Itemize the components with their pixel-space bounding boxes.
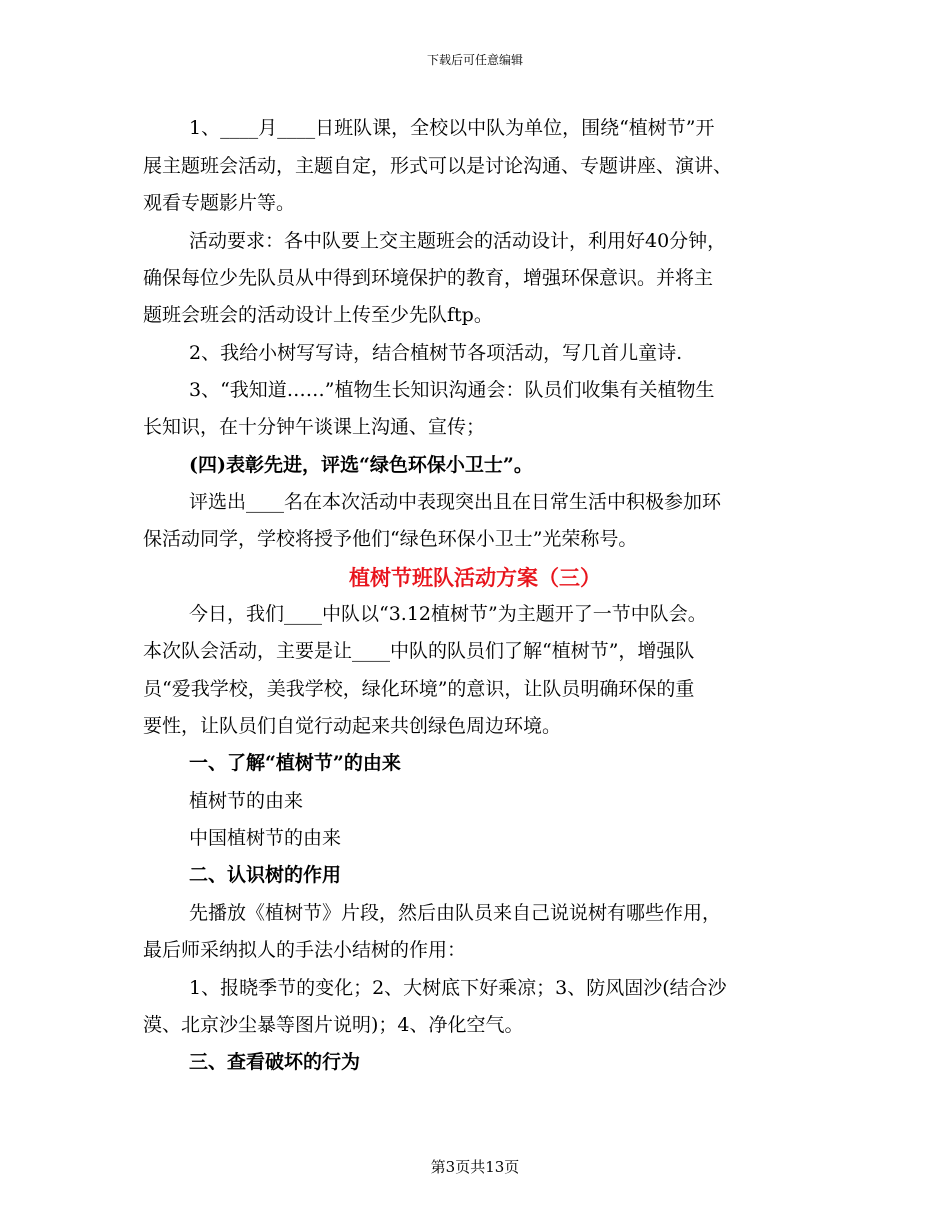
section-heading: 二、认识树的作用 <box>189 864 342 886</box>
paragraph-line: 保活动同学，学校将授予他们“绿色环保小卫士”光荣称号。 <box>143 528 638 550</box>
page-footer: 第3页共13页 <box>430 1158 520 1176</box>
paragraph-line: 漠、北京沙尘暴等图片说明)；4、净化空气。 <box>143 1014 524 1036</box>
paragraph-line: 活动要求：各中队要上交主题班会的活动设计，利用好40分钟， <box>189 230 727 252</box>
paragraph-line: 3、“我知道……”植物生长知识沟通会：队员们收集有关植物生 <box>189 379 715 401</box>
paragraph-line: 1、报晓季节的变化；2、大树底下好乘凉；3、防风固沙(结合沙 <box>189 977 727 999</box>
paragraph-line: 观看专题影片等。 <box>143 192 296 214</box>
paragraph-line: 本次队会活动，主要是让____中队的队员们了解“植树节”，增强队 <box>143 640 695 662</box>
paragraph-line: 确保每位少先队员从中得到环境保护的教育，增强环保意识。并将主 <box>143 267 714 289</box>
section-title: 植树节班队活动方案（三） <box>349 565 601 590</box>
page-header: 下载后可任意编辑 <box>426 53 523 67</box>
section-heading: 三、查看破坏的行为 <box>189 1051 361 1073</box>
paragraph-line: 2、我给小树写写诗，结合植树节各项活动，写几首儿童诗. <box>189 342 683 364</box>
list-item: 中国植树节的由来 <box>189 827 342 849</box>
paragraph-line: 先播放《植树节》片段，然后由队员来自己说说树有哪些作用， <box>189 902 722 924</box>
paragraph-line: 题班会班会的活动设计上传至少先队ftp。 <box>143 304 493 326</box>
paragraph-line: 今日，我们____中队以“3.12植树节”为主题开了一节中队会。 <box>189 603 707 625</box>
paragraph-line: 最后师采纳拟人的手法小结树的作用： <box>143 939 467 961</box>
paragraph-line: 要性，让队员们自觉行动起来共创绿色周边环境。 <box>143 715 562 737</box>
section-heading: (四)表彰先进，评选“绿色环保小卫士”。 <box>189 454 533 476</box>
paragraph-line: 评选出____名在本次活动中表现突出且在日常生活中积极参加环 <box>189 491 722 513</box>
list-item: 植树节的由来 <box>189 790 304 812</box>
paragraph-line: 展主题班会活动，主题自定，形式可以是讨论沟通、专题讲座、演讲、 <box>143 155 733 177</box>
paragraph-line: 员“爱我学校，美我学校，绿化环境”的意识，让队员明确环保的重 <box>143 678 695 700</box>
paragraph-line: 1、____月____日班队课，全校以中队为单位，围绕“植树节”开 <box>189 117 715 139</box>
paragraph-line: 长知识，在十分钟午谈课上沟通、宣传； <box>143 416 486 438</box>
section-heading: 一、了解“植树节”的由来 <box>189 752 401 774</box>
